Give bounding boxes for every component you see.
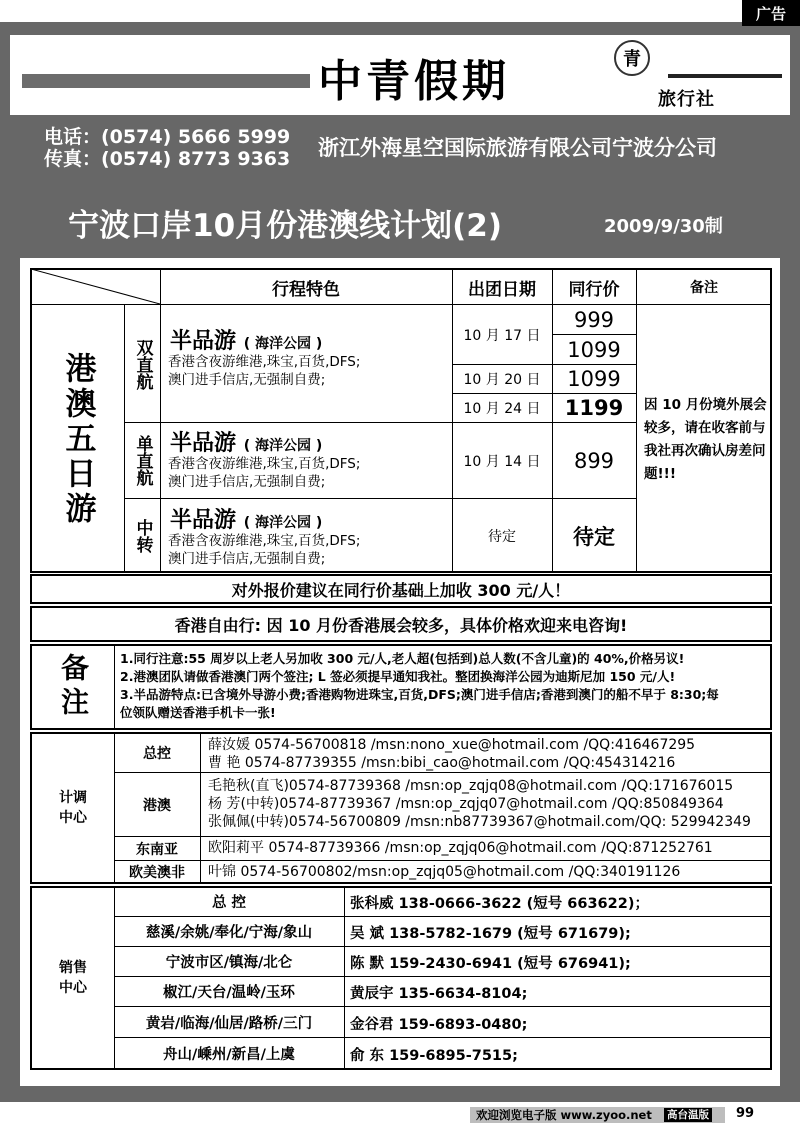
title-date: 2009/9/30制 [604, 216, 723, 237]
dispatch-contacts [208, 777, 751, 831]
hk-note: 香港自由行: 因 10 月份香港展会较多，具体价格欢迎来电咨询! [30, 606, 772, 642]
fax-number: 传真：(0574) 8773 9363 [44, 148, 291, 170]
contact-line: 张佩佩(中转)0574-56700809 /msn:nb87739367@hotmail.com/QQ: 529942349 [208, 814, 751, 830]
brand-logo-icon: 青 [614, 40, 650, 76]
date-cell: 10 月 17 日 [463, 328, 541, 344]
sales-contact: 俞 东 159-6895-7515; [350, 1048, 518, 1064]
group-desc2-3: 澳门进手信店,无强制自费; [168, 551, 326, 567]
contact-line: 薛汝媛 0574-56700818 /msn:nono_xue@hotmail.com /QQ:416467295 [208, 737, 696, 753]
sales-contact: 吴 斌 138-5782-1679 (短号 671679); [350, 926, 631, 942]
sales-contact: 陈 默 159-2430-6941 (短号 676941); [350, 956, 631, 972]
contact-line: 叶锦 0574-56700802/msn:op_zqjq05@hotmail.com /QQ:340191126 [208, 864, 681, 880]
price-cell: 待定 [573, 524, 615, 549]
group-desc2-2: 澳门进手信店,无强制自费; [168, 474, 326, 490]
group-type-3: 中转 [132, 518, 153, 553]
group-semi-1: 半品游 ( 海洋公园 ) [170, 329, 323, 354]
brand-subtitle: 旅行社 [658, 89, 715, 110]
sales-area: 黄岩/临海/仙居/路桥/三门 [145, 1015, 313, 1032]
group-desc1-2: 香港含夜游维港,珠宝,百货,DFS; [168, 456, 361, 472]
quote-note: 对外报价建议在同行价基础上加收 300 元/人！ [30, 574, 772, 604]
ad-tag: 广告 [742, 0, 800, 26]
price-cell: 1099 [567, 337, 621, 362]
group-desc2-1: 澳门进手信店,无强制自费; [168, 372, 326, 388]
dispatch-label: 计调中心 [59, 790, 87, 826]
note-line: 2.港澳团队请做香港澳门两个签注; L 签必须提早通知我社。整团换海洋公园为迪斯尼加 150 元/人! [120, 669, 676, 684]
contact-line: 曹 艳 0574-87739355 /msn:bibi_cao@hotmail.com /QQ:454314216 [208, 755, 676, 771]
phone-number: 电话：(0574) 5666 5999 [44, 126, 291, 148]
price-cell: 1099 [567, 367, 621, 391]
sales-contact: 金谷君 159-6893-0480; [350, 1017, 528, 1033]
sales-label: 销售中心 [59, 960, 87, 996]
header-diagonal [31, 269, 160, 304]
dispatch-region: 东南亚 [136, 841, 178, 858]
page-number: 99 [736, 1106, 755, 1121]
contact-line: 毛艳秋(直飞)0574-87739368 /msn:op_zqjq08@hotmail.com /QQ:171676015 [208, 778, 734, 794]
dispatch-contacts [208, 736, 695, 772]
group-semi-3: 半品游 ( 海洋公园 ) [170, 508, 323, 533]
notes-label: 备注 [57, 653, 90, 721]
header-itinerary: 行程特色 [272, 279, 340, 300]
sales-area: 舟山/嵊州/新昌/上虞 [163, 1047, 295, 1063]
company-name: 浙江外海星空国际旅游有限公司宁波分公司 [318, 136, 717, 160]
sales-area: 慈溪/余姚/奉化/宁海/象山 [145, 925, 313, 941]
date-cell: 10 月 20 日 [463, 372, 541, 388]
dispatch-region: 港澳 [143, 797, 171, 814]
price-cell: 1199 [564, 396, 624, 420]
footer-badge: 高台温版 [664, 1108, 712, 1122]
note-line: 3.半品游特点:已含境外导游小费;香港购物进珠宝,百货,DFS;澳门进手信店;香港到澳门的船不早于 8:30;每 [120, 687, 719, 702]
date-cell: 10 月 14 日 [463, 453, 541, 470]
dispatch-region: 欧美澳非 [129, 865, 185, 881]
note-line: 1.同行注意:55 周岁以上老人另加收 300 元/人,老人超(包括到)总人数(不含儿童)的 40%,价格另议! [120, 651, 685, 666]
page-title: 宁波口岸10月份港澳线计划(2) [68, 208, 503, 244]
footer-text: 欢迎浏览电子版 www.zyoo.net [476, 1108, 652, 1122]
route-name: 港澳五日游 [59, 351, 96, 527]
notes-text [120, 650, 768, 722]
group-semi-2: 半品游 ( 海洋公园 ) [170, 431, 323, 456]
brand-name: 中青假期 [318, 56, 510, 107]
header-bar-left [22, 74, 310, 88]
header-remark: 备注 [690, 280, 718, 296]
sales-area: 宁波市区/镇海/北仑 [165, 955, 293, 971]
sales-contact: 张科威 138-0666-3622 (短号 663622)； [350, 896, 649, 912]
date-cell: 待定 [488, 528, 516, 545]
sales-contact: 黄辰宇 135-6634-8104; [350, 986, 528, 1002]
table-remark: 因 10 月份境外展会较多，请在收客前与我社再次确认房差问题!!! [644, 397, 767, 482]
contact-line: 欧阳莉平 0574-87739366 /msn:op_zqjq06@hotmail.com /QQ:871252761 [208, 840, 713, 856]
group-type-1: 双直航 [132, 338, 153, 390]
header-price: 同行价 [568, 279, 620, 300]
contact-line: 杨 芳(中转)0574-87739367 /msn:op_zqjq07@hotmail.com /QQ:850849364 [208, 796, 724, 812]
date-cell: 10 月 24 日 [463, 401, 541, 417]
sales-area: 椒江/天台/温岭/玉环 [163, 985, 295, 1001]
group-desc1-3: 香港含夜游维港,珠宝,百货,DFS; [168, 533, 361, 549]
price-cell: 899 [573, 448, 615, 473]
group-desc1-1: 香港含夜游维港,珠宝,百货,DFS; [168, 354, 361, 370]
note-line: 位领队赠送香港手机卡一张! [120, 705, 276, 720]
price-cell: 999 [573, 308, 615, 332]
dispatch-region: 总控 [143, 746, 171, 762]
header-date: 出团日期 [468, 279, 536, 300]
header-bar-right [668, 74, 782, 78]
group-type-2: 单直航 [132, 435, 153, 486]
sales-area: 总 控 [211, 895, 247, 911]
